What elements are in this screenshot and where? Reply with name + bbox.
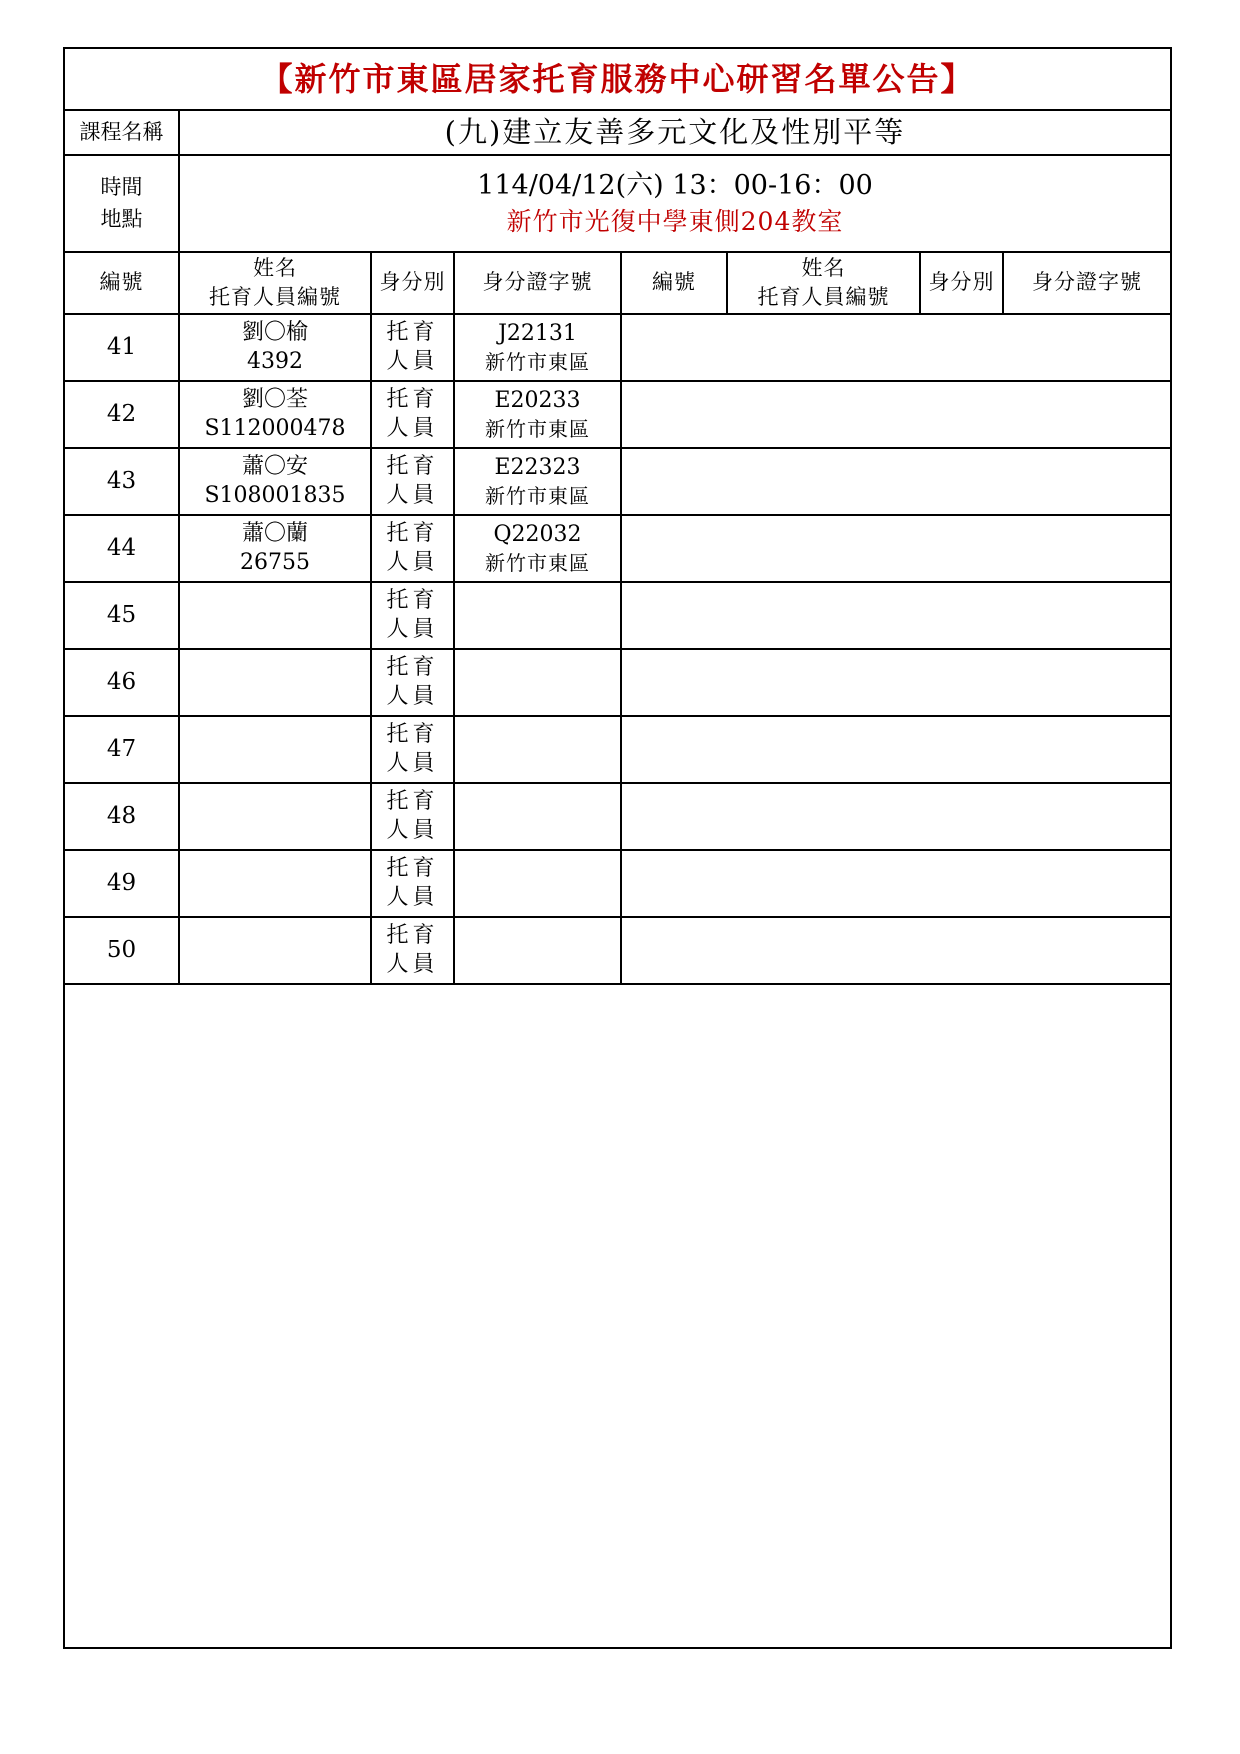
time-label: 時間 — [100, 175, 143, 200]
row-name-cell — [180, 717, 372, 782]
row-area: 新竹市東區 — [485, 483, 590, 508]
row-id-cell — [455, 717, 622, 782]
header-role-label: 身分別 — [379, 270, 446, 295]
row-name-cell — [180, 516, 372, 581]
row-name: 劉〇榆 — [241, 320, 308, 346]
row-role-line2: 人員 — [386, 884, 439, 910]
row-role-cell — [372, 784, 455, 849]
row-id-cell — [455, 583, 622, 648]
announcement-table — [63, 47, 1172, 1649]
row-id: Q22032 — [493, 522, 582, 548]
header-id-2 — [1004, 253, 1170, 313]
row-name-cell — [180, 650, 372, 715]
header-id-label-2: 身分證字號 — [1032, 270, 1142, 295]
row-role-line1: 托育 — [386, 722, 439, 748]
course-row — [65, 111, 1170, 156]
row-role-line2: 人員 — [386, 415, 439, 441]
row-role-cell — [372, 650, 455, 715]
header-id-label: 身分證字號 — [482, 270, 593, 295]
header-no-label: 編號 — [99, 270, 144, 295]
row-id-cell — [455, 315, 622, 380]
header-role — [372, 253, 455, 313]
row-id-cell — [455, 516, 622, 581]
row-name-cell — [180, 449, 372, 514]
row-role-cell — [372, 918, 455, 983]
table-row — [65, 382, 1170, 449]
row-role-cell — [372, 449, 455, 514]
schedule-label-cell — [65, 156, 180, 251]
header-id — [455, 253, 622, 313]
row-no-cell — [65, 516, 180, 581]
table-row — [65, 516, 1170, 583]
row-id: E22323 — [494, 455, 581, 481]
row-no: 43 — [106, 467, 137, 494]
row-name-cell — [180, 918, 372, 983]
row-id-cell — [455, 851, 622, 916]
header-role-2 — [921, 253, 1004, 313]
row-name: 蕭〇安 — [241, 454, 308, 480]
row-role-line1: 托育 — [386, 320, 439, 346]
row-role-cell — [372, 583, 455, 648]
row-no: 50 — [106, 936, 137, 963]
row-area: 新竹市東區 — [485, 550, 590, 575]
row-role-line1: 托育 — [386, 387, 439, 413]
row-name: 蕭〇蘭 — [241, 521, 308, 547]
header-name-label: 姓名 — [253, 255, 297, 280]
row-no-cell — [65, 583, 180, 648]
blank-notes-area — [65, 985, 1170, 1647]
schedule-value-cell — [180, 156, 1170, 251]
row-no: 48 — [106, 802, 137, 829]
table-row — [65, 315, 1170, 382]
row-role-line1: 托育 — [386, 454, 439, 480]
table-row — [65, 851, 1170, 918]
row-no-cell — [65, 717, 180, 782]
table-row — [65, 918, 1170, 985]
row-role-line2: 人員 — [386, 482, 439, 508]
row-name-cell — [180, 851, 372, 916]
row-no: 44 — [106, 534, 137, 561]
row-role-line1: 托育 — [386, 789, 439, 815]
row-no: 41 — [106, 333, 137, 360]
row-role-cell — [372, 717, 455, 782]
row-code: 26755 — [240, 549, 310, 575]
table-row — [65, 717, 1170, 784]
row-role-line1: 托育 — [386, 655, 439, 681]
row-id-cell — [455, 449, 622, 514]
schedule-row — [65, 156, 1170, 253]
row-id: J22131 — [498, 321, 577, 347]
title-cell — [65, 49, 1170, 109]
row-role-line1: 托育 — [386, 588, 439, 614]
row-no-cell — [65, 315, 180, 380]
row-role-cell — [372, 382, 455, 447]
header-code-label: 托育人員編號 — [209, 285, 341, 309]
row-id-cell — [455, 650, 622, 715]
row-area: 新竹市東區 — [485, 416, 590, 441]
row-name-cell — [180, 784, 372, 849]
row-no: 46 — [106, 668, 137, 695]
table-row — [65, 583, 1170, 650]
row-id-cell — [455, 784, 622, 849]
page-title: 【新竹市東區居家托育服務中心研習名單公告】 — [260, 59, 975, 98]
row-role-line2: 人員 — [386, 750, 439, 776]
header-name-2 — [728, 253, 921, 313]
row-code: 4392 — [247, 348, 303, 374]
row-name: 劉〇荃 — [241, 387, 308, 413]
row-id-cell — [455, 918, 622, 983]
row-area: 新竹市東區 — [485, 349, 590, 374]
row-code: S108001835 — [204, 482, 346, 508]
row-no-cell — [65, 382, 180, 447]
row-role-line2: 人員 — [386, 683, 439, 709]
row-role-line2: 人員 — [386, 549, 439, 575]
row-role-cell — [372, 851, 455, 916]
header-code-label-2: 托育人員編號 — [757, 285, 890, 309]
row-no: 42 — [106, 400, 137, 427]
row-no: 45 — [106, 601, 137, 628]
row-no-cell — [65, 784, 180, 849]
row-role-cell — [372, 516, 455, 581]
row-id-cell — [455, 382, 622, 447]
table-row — [65, 784, 1170, 851]
row-role-line2: 人員 — [386, 348, 439, 374]
row-role-line2: 人員 — [386, 616, 439, 642]
row-name-cell — [180, 315, 372, 380]
table-row — [65, 650, 1170, 717]
row-name-cell — [180, 382, 372, 447]
row-role-line1: 托育 — [386, 923, 439, 949]
row-role-line2: 人員 — [386, 817, 439, 843]
row-no-cell — [65, 449, 180, 514]
title-row — [65, 49, 1170, 111]
header-no — [65, 253, 180, 313]
row-role-cell — [372, 315, 455, 380]
row-role-line1: 托育 — [386, 521, 439, 547]
session-time: 114/04/12(六) 13：00-16：00 — [477, 170, 873, 202]
header-no-label-2: 編號 — [652, 270, 696, 295]
row-role-line1: 托育 — [386, 856, 439, 882]
row-no-cell — [65, 650, 180, 715]
header-role-label-2: 身分別 — [928, 270, 995, 295]
row-no: 47 — [106, 735, 137, 762]
row-id: E20233 — [494, 388, 581, 414]
row-code: S112000478 — [204, 415, 346, 441]
row-no-cell — [65, 851, 180, 916]
header-no-2 — [622, 253, 728, 313]
course-value-cell — [180, 111, 1170, 154]
session-place: 新竹市光復中學東側204教室 — [506, 206, 844, 236]
course-label: 課程名稱 — [79, 119, 164, 144]
row-no-cell — [65, 918, 180, 983]
row-no: 49 — [106, 869, 137, 896]
course-label-cell — [65, 111, 180, 154]
row-name-cell — [180, 583, 372, 648]
row-role-line2: 人員 — [386, 951, 439, 977]
table-row — [65, 449, 1170, 516]
table-header-row — [65, 253, 1170, 315]
course-name: (九)建立友善多元文化及性別平等 — [444, 115, 906, 150]
header-name — [180, 253, 372, 313]
place-label: 地點 — [100, 206, 143, 231]
header-name-label-2: 姓名 — [801, 255, 846, 280]
